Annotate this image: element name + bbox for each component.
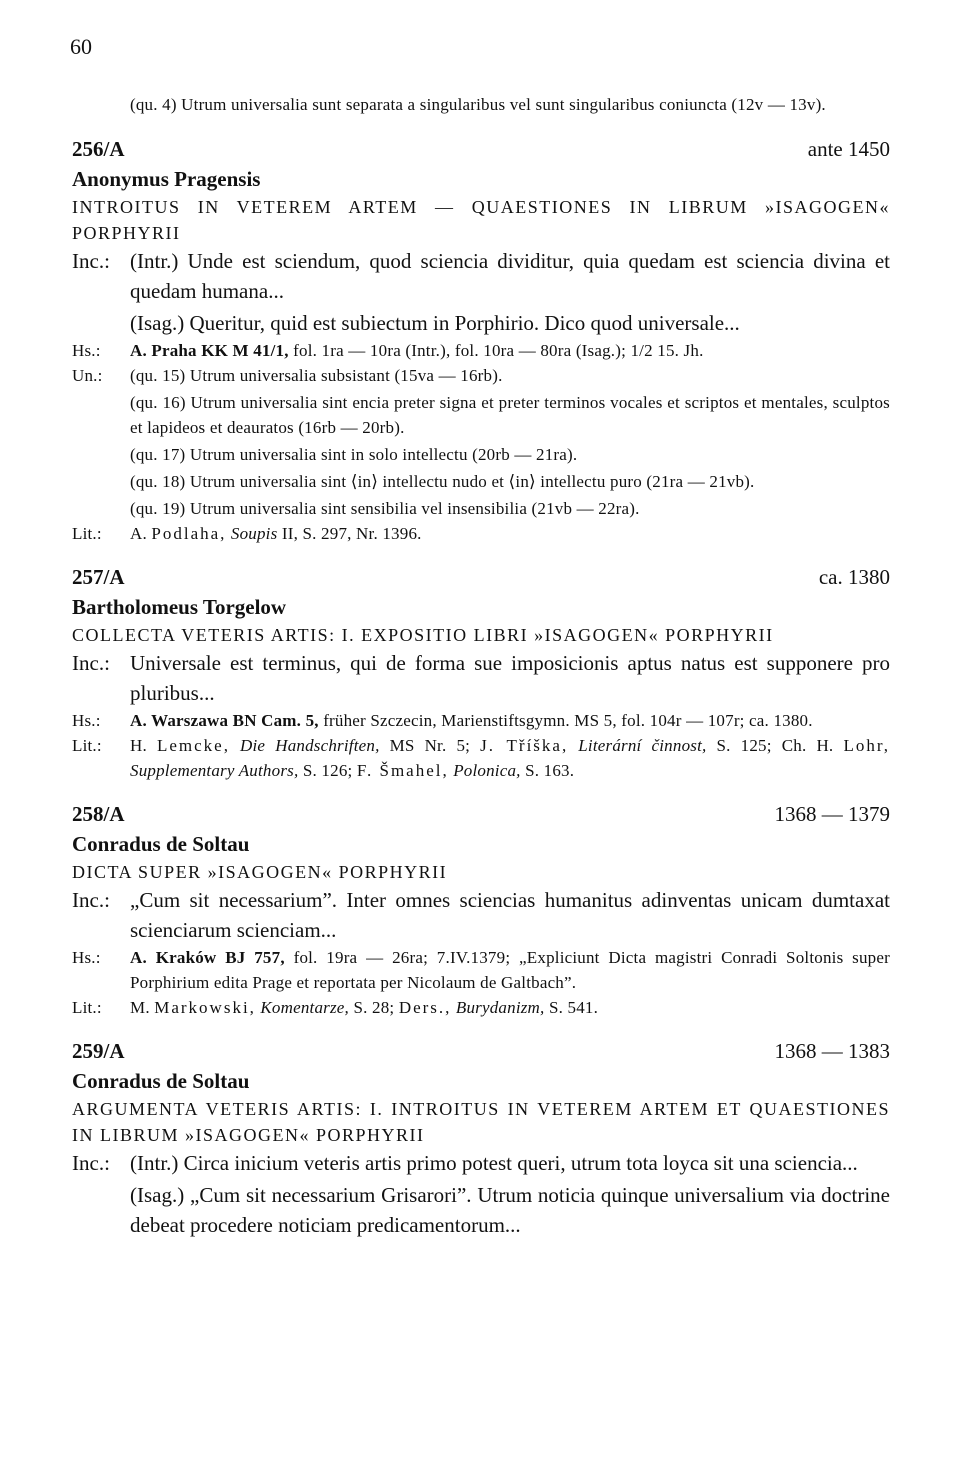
page-content [72,92,890,1240]
questions-label: Un.: [72,366,103,385]
entry-date: ca. 1380 [818,565,890,589]
entry-259a [72,1036,890,1240]
incipit-isag: (Isag.) „Cum sit necessarium Grisarori”. Utrum noticia quinque universalium via doctrine debeat procedere noticiam predicamentorum... [130,1183,890,1237]
entry-258a [72,799,890,1020]
manuscript-label: Hs.: [72,711,101,730]
literature-reference: S. 126; [302,761,353,780]
literature-author: Podlaha, [151,524,227,543]
entry-author: Anonymus Pragensis [72,167,261,191]
literature-reference: S. 28; [353,998,395,1017]
literature-reference: MS Nr. 5; [389,736,471,755]
manuscript-siglum: A. Praha KK M 41/1, [130,341,289,360]
entry-header [72,1036,890,1066]
incipit-intr: (Intr.) Circa inicium veteris artis primo potest queri, utrum tota loyca sit una sciencia... [130,1151,858,1175]
page-number: 60 [70,34,92,59]
literature-reference: S. 125; [716,736,772,755]
entry-author: Conradus de Soltau [72,1069,250,1093]
literature-work: Literární činnost, [578,736,707,755]
entry-header [72,134,890,164]
literature-initial: M. [130,998,150,1017]
literature [72,995,890,1020]
question-item: (qu. 16) Utrum universalia sint encia preter signa et preter terminos vocales et scriptos et mentales, sculptos et lapideos et deauratos (16rb — 20rb). [130,393,890,437]
incipit-text: Universale est terminus, qui de forma sue imposicionis aptus natus est supponere pro pluribus... [130,651,890,705]
literature-author: Lohr, [843,736,891,755]
entry-header [72,562,890,592]
incipit-isag: (Isag.) Queritur, quid est subiectum in Porphirio. Dico quod universale... [130,311,740,335]
entry-author: Conradus de Soltau [72,832,250,856]
incipit [72,885,890,945]
entry-id: 256/A [72,137,125,161]
literature-initial: H. [130,736,147,755]
literature-author: Markowski, [154,998,256,1017]
entry-title: ARGUMENTA VETERIS ARTIS: I. INTROITUS IN VETEREM ARTEM ET QUAESTIONES IN LIBRUM »ISAGOGEN« PORPHYRII [72,1099,890,1145]
literature-initial: A. [130,524,147,543]
literature-reference: II, S. 297, Nr. 1396. [281,524,422,543]
incipit-label: Inc.: [72,249,110,273]
entry-title: COLLECTA VETERIS ARTIS: I. EXPOSITIO LIBRI »ISAGOGEN« PORPHYRII [72,625,774,645]
literature-work: Burydanizm, [455,998,545,1017]
literature-work: Supplementary Authors, [130,761,299,780]
entry-256a [72,134,890,546]
entry-header [72,799,890,829]
manuscript-details: fol. 1ra — 10ra (Intr.), fol. 10ra — 80ra (Isag.); 1/2 15. Jh. [293,341,704,360]
entry-date: ante 1450 [807,137,890,161]
literature-label: Lit.: [72,736,102,755]
manuscript-siglum: A. Warszawa BN Cam. 5, [130,711,319,730]
literature-work: Komentarze, [260,998,350,1017]
literature [72,733,890,783]
literature-work: Soupis [230,524,278,543]
literature-author: F. Šmahel, [356,761,449,780]
literature-author: J. Tříška, [480,736,569,755]
literature [72,521,890,546]
literature-author: Ders., [398,998,452,1017]
literature-label: Lit.: [72,524,102,543]
entry-id: 257/A [72,565,125,589]
question-item: (qu. 19) Utrum universalia sint sensibilia vel insensibilia (21vb — 22ra). [130,499,640,518]
incipit-label: Inc.: [72,651,110,675]
manuscript-details: früher Szczecin, Marienstiftsgymn. MS 5, fol. 104r — 107r; ca. 1380. [323,711,813,730]
incipit [72,648,890,708]
manuscript-label: Hs.: [72,948,101,967]
incipit-text: „Cum sit necessarium”. Inter omnes sciencias humanitus adinventas unicam dumtaxat scienciarum scienciam... [130,888,890,942]
entry-id: 259/A [72,1039,125,1063]
incipit-intr: (Intr.) Unde est sciendum, quod sciencia dividitur, quia quedam est sciencia divina et quedam humana... [130,249,890,303]
incipit [72,246,890,338]
entry-date: 1368 — 1379 [774,802,890,826]
literature-label: Lit.: [72,998,102,1017]
question-item: (qu. 18) Utrum universalia sint ⟨in⟩ intellectu nudo et ⟨in⟩ intellectu puro (21ra — 21vb). [130,472,755,491]
question-item: (qu. 17) Utrum universalia sint in solo intellectu (20rb — 21ra). [130,445,578,464]
literature-initial: Ch. H. [781,736,834,755]
entry-title: DICTA SUPER »ISAGOGEN« PORPHYRII [72,862,448,882]
literature-work: Die Handschriften, [240,736,380,755]
entry-257a [72,562,890,783]
manuscript [72,708,890,733]
literature-work: Polonica, [453,761,521,780]
literature-author: Lemcke, [156,736,230,755]
incipit [72,1148,890,1240]
manuscript [72,338,890,363]
literature-reference: S. 541. [548,998,599,1017]
manuscript [72,945,890,995]
entry-date: 1368 — 1383 [774,1039,890,1063]
continued-question: (qu. 4) Utrum universalia sunt separata a singularibus vel sunt singularibus coniuncta (12v — 13v). [130,95,826,114]
incipit-label: Inc.: [72,1151,110,1175]
manuscript-details: fol. 19ra — 26ra; 7.IV.1379; „Expliciunt Dicta magistri Conradi Soltonis super Porphirium edita Prage et reportata per Nicolaum de Galtbach”. [130,948,890,992]
manuscript-siglum: A. Kraków BJ 757, [130,948,285,967]
questions [72,363,890,521]
question-item: (qu. 15) Utrum universalia subsistant (15va — 16rb). [130,366,503,385]
manuscript-label: Hs.: [72,341,101,360]
incipit-label: Inc.: [72,888,110,912]
entry-author: Bartholomeus Torgelow [72,595,287,619]
entry-id: 258/A [72,802,125,826]
literature-reference: S. 163. [525,761,575,780]
entry-title: INTROITUS IN VETEREM ARTEM — QUAESTIONES IN LIBRUM »ISAGOGEN« PORPHYRII [72,197,890,243]
